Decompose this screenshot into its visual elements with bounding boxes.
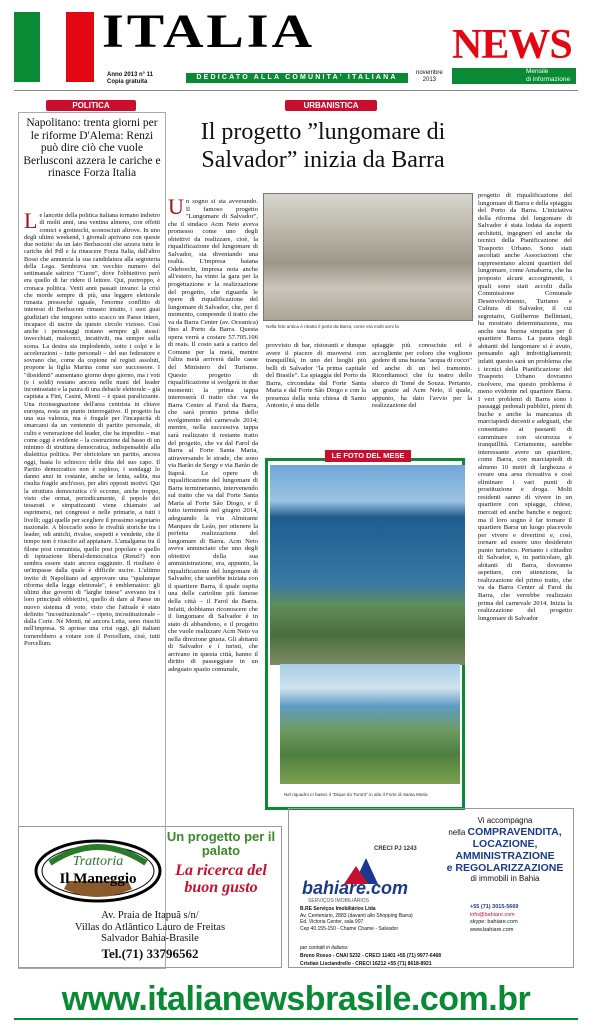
bahiare-subtitle: SERVIÇOS IMOBILIÁRIOS bbox=[308, 898, 370, 904]
footer-rule bbox=[14, 1018, 578, 1020]
dropcap: U bbox=[168, 198, 184, 219]
company-address: B.RE Serviços Imobiliários Ltda Av. Centenário, 2883 (davanti allo Shopping Barra) Ed. Victoria Center, sala 907 Cep 40.155-150 - Chame Chame - Salvador bbox=[300, 906, 413, 932]
issue-info: Anno 2013 n° 11 Copia gratuita bbox=[107, 72, 154, 85]
ad-headline: Un progetto per il palato bbox=[166, 829, 276, 858]
photo-caption: Nel riquadro in basso il "Dique do Tororó" in alto il Forte di Santa Maria bbox=[284, 792, 428, 797]
ad-tagline: La ricerca del buon gusto bbox=[175, 862, 267, 896]
italian-flag bbox=[14, 12, 94, 82]
trattoria-name: Il Maneggio bbox=[59, 871, 137, 887]
section-urbanistica: URBANISTICA bbox=[285, 100, 377, 111]
trattoria-address: Av. Praia de Itapuã s/n/ Villas do Atlântico Lauro de Freitas Salvador Bahia-Brasile bbox=[74, 910, 226, 944]
article-column-4: progetto di riqualificazione del lungomare di Barra e della spiaggia del Porto da Barra. L'iniziativa della riforma del lungomare di Salvador è stata lodata da esperti architetti, ingegneri ed anche da tecnici della Pianificazione del Trasporto Urbano. Sono stati ascoltati anche Associazioni che rappresentano alcuni quartieri del lungomare, come Amabarra, che ha proposto alcuni accorgimenti, i quali sono stati accolti dalla Commissione Comunale Desenvolvimento, Turismo e Cultura di Salvador, il cui segretario, Guilherme Bellintani, ha mostrato determinazione, ma anche una buona simpatia per il quartiere Barra. La paura degli abitanti del lungomare si è avuto, pensando agli imbottigliamenti; infatti questo sarà un problema che i tecnici della Pianificazione del Trasporto Urbano dovranno risolvere, ma questo problema è meno evidente nel quartiere Barra. I veri problemi di Barra sono i passaggi pedonali pubblici, pieni di buche e anche la mancanza di marciapiedi decenti e adeguati, che consentano ai passanti di camminare con sicurezza e tranquillità. Certamente, sarebbe interessante avere un quartiere, come Barra, con marciapiedi di almeno 10 metri di larghezza e creare una area ricreativa e così eliminare i vari punti di prostituzione e droga. Molti residenti sanno di vivere in un quartiere con spiagge, chiese, mercati ed anche banche e negozi; ma il loro sogno è far tornare il quartiere Barra un luogo piacevole per vivere e divertirsi e, così, tornare ad essere uno desiderato punto turistico. Pertanto i cittadini di Salvador, e, in particolare, gli abitanti di Barra, dovranno aspettare, con attenzione, la realizzazione del primo tratto, che va da Barra Center al Farol da Barra, che verrebbe realizzato prima del carnevale 2014. Inizia la realizzazione del progetto lungomare di Salvador bbox=[478, 192, 572, 622]
section-politica: POLITICA bbox=[46, 100, 136, 111]
bahiare-wordmark: bahiare.com bbox=[302, 878, 409, 898]
trattoria-word: Trattoria bbox=[72, 854, 124, 869]
dique-tororo-photo bbox=[280, 664, 460, 784]
masthead-news: NEWS bbox=[452, 22, 572, 68]
photo-caption: Nella foto antica è ritratto il porto da Barra, come era molti anni fa bbox=[266, 324, 399, 329]
fort-aerial-photo bbox=[270, 465, 465, 665]
left-article-body: Le lancette della politica italiana tornano indietro di molti anni, una ventina almeno, con effetti comici e grotteschi, sconosciuti altrove. In uno degli ultimi weekend, i giornali aprivano con queste due notizie: da un lato Berlusconi che azzera tutte le cariche del Pdl e fa rinascere Forza Italia, dall'altro Bossi che annuncia la sua candidatura alla segreteria della Lega. Sembrava un vecchio numero del settimanale satirico "Cuore", dove l'obbiettivo però era quello di far ridere il lettore. Qui, purtroppo, è cronaca politica. Venti anni passati invano: la crisi che morde sempre di più, una leggere elettorale rimasta pressoché uguale, l'enorme conflitto di interessi di Berlusconi rimasto intatto, i suoi guai giudiziari che tengono sotto scacco un Paese intero, incapace di uscire da questo circolo vizioso. Così anche i personaggi restano sempre gli stessi: invecchiati, malconci, incattiviti, ma sempre sulla scena. La destra sta implodendo, sotto i colpi e le accelerazioni – tutte personali – del suo federatore e sovrano che, come da copione né registi assoluti, propone la figlia Marina come suo successore. I "dissidenti" aumentano giorno dopo giorno, ma i voti (e i soldi) restano ancora nelle mani del leader incontrastato e la paura di una debacle elettorale – già capitata a Fini, Casini, Monti – è quasi paralizzante. Una riconsegnazione dell'area centrista in chiave europea, resta un punto interrogativo. Il progetto ha una sua valenza, ma è frugale per l'incapacità di smarcarsi da un ventennio di partito personale, di culto e venerazione del leader, che ha impedito – mai come oggi è evidente – la costruzione dal basso di un minimo di struttura democratica, indispensabile alla dialettica politica. Per sbriciolare un partito, ancora oggi, basta lo schiocco delle dita del suo capo. Il Partito democratico non è esploso, i sondaggi lo danno anzi in costante, anche se lenta, salita, ma risulta fragile anch'esso, per altri opposti motivi. Qui la struttura democratica c'è eccome, anche troppo, visto che ormai, periodicamente, il popolo dei tesserati e simpatizzanti viene chiamato ad esprimersi, nei congressi e nelle primarie, a tutti i livelli; oggi quelle per scegliere il prossimo segretario nazionale. A bloccarlo sono le rivalità storiche tra i leader, odi antichi, rivalse, sospetti e vendette, che il tempo non è riuscito ad appianare. L'amalgama tra il filone post comunista, quello post popolare e quello di ispirazione liberal-democratica (Renzi?) non sembra essere stato ancora raggiunto. Il risultato è un'impasse dalla quale è difficile uscire. L'ultimo invito di Napolitano ad approvare una "qualunque riforma della legge elettorale", è emblematico: gli ultimi due governi di "larghe intese" avevano tra i loro principali obbiettivi, quello di dare al Paese un nuovo sistema di voto, visto che l'attuale è stato definito "incostituzionale" – ripeto, incostituzionale – dalla Corte. Né Monti, né ancora Letta, sono riusciti nell'impresa. Si aprisse una crisi oggi, gli italiani tornerebbero a votare con il Porcellum, cioè, tutti Porcellum. bbox=[24, 212, 160, 647]
company-contacts: +55 (71) 3015-5669 info@bahiare.com skype: bahiare.com www.bahiare.com bbox=[470, 904, 519, 933]
main-headline: Il progetto ”lungomare di Salvador” inizia da Barra bbox=[200, 119, 446, 173]
article-column-3: spiaggie più conosciute ed è accogliente per coloro che vogliono godere di una buona "acqua di cocco" ed anche di un bel tramonto. Ricordiamoci che fu teatro dello sbarco di Tomé de Souza. Pertanto, un grazie ad Acm Neto, il quale, appunto, ha dato l'avvio per la realizzazione del bbox=[372, 342, 472, 410]
creci-number: CRECI PJ 1243 bbox=[374, 846, 417, 852]
website-url[interactable]: www.italianewsbrasile.com.br bbox=[61, 980, 531, 1018]
masthead-title: ITALIA bbox=[102, 5, 316, 59]
article-column-1: Un sogno si sta avverando. Il famoso progetto "Lungomare di Salvador", che il sindaco Acm Neto aveva promesso come uno degli obiettivi da realizzare, cioè, la riqualificazione del lungomare di Salvador, sta diventando una realtà. L'impresa baiana Odebrecht, impresa nota anche all'estero, ha vinto la gara per la progettazione e la realizzazione del progetto, che riguarda le opere di riqualificazione del lungomare di Salvador, che, per il momento, comprende il tratto che va da Barra Center (av. Oceanica) fino al Porto da Barra. Questa opera verrà a costare 57.705.106 di reais. Il costo sarà a carico del Comune per la metà, mentre l'altra metà arriverà dalle casse del Ministero del Turismo. Questo progetto di riqualificazione si svolgerà in due momenti: la prima tappa interesserà il tratto che va da Barra Center al Farol da Barra, che sarà pronto prima dello svolgimento del carnevale 2014; mentre, nella successiva tappa sarà realizzato il restante tratto del progetto, che va dal Farol da Barra al Forte Santa Maria, attraversando le strade, che sono via Barão de Sergy e via Barão de Itapoã. Le opere di riqualificazione del lungomare di Barra termineranno, intervenendo sul tratto che va dal Forte Santa Maria al Forte São Diogo, e il tutto terminerà nel giugno 2014, adeguando la via Almirante Marques de Leão, per ottenere la perfetta realizzazione del lungomare di Barra. Acm Neto aveva annunciato che uno degli obiettivi della sua amministrazione, era, appunto, la riqualificazione del lungomare di Salvador, che sarebbe iniziata con il quartiere Barra, il quale ospita una delle cartoline più famose della città – il Farol da Barra. Infatti, dobbiamo riconoscere che il lungomare di Salvador è in stato di abbandono, e il progetto che vuole realizzare Acm Neto va nella direzione giusta. Gli abitanti di Salvador e i turisti, che arrivano in questa città, hanno il diritto di passeggiare in un adeguato spazio comunale, bbox=[168, 198, 258, 673]
photo-of-month-label: LE FOTO DEL MESE bbox=[325, 450, 411, 462]
left-headline: Napolitano: trenta giorni per le riforme D'Alema: Renzi può dire ciò che vuole Berlusconi azzera le cariche e rinasce Forza Italia bbox=[23, 117, 161, 179]
bahiare-logo bbox=[298, 840, 438, 904]
italian-contacts: per contatti in italiano: Bruno Rosso - CNAI 5232 - CRECI 11401 +55 (71) 9977-6468 Cristian Lisciandrello - CRECI 16212 +55 (71) 8618-8921 bbox=[300, 945, 442, 967]
mensile-tag: Mensile di informazione bbox=[452, 68, 576, 84]
article-column-2: provvisto di bar, ristoranti e dunque avere il piacere di muoversi con tranquillità, in uno dei luoghi più belli di Salvador "la prima capitale del Brasile". La spiaggia del Porto da Barra, circondata dal Forte Santa Maria e dal Forte São Diogo e con la presenza della nota chiesa di Santo Antonio, è una delle bbox=[266, 342, 366, 410]
dropcap: L bbox=[24, 212, 38, 233]
masthead-divider bbox=[14, 90, 578, 91]
trattoria-logo bbox=[30, 835, 170, 905]
trattoria-phone: Tel.(71) 33796562 bbox=[101, 946, 199, 961]
services-block: Vi accompagna nella COMPRAVENDITA, LOCAZIONE, AMMINISTRAZIONE e REGOLARIZZAZIONE di immobili in Bahia bbox=[446, 816, 564, 883]
historic-port-photo bbox=[263, 193, 473, 321]
dedication-banner: DEDICATO ALLA COMUNITA' ITALIANA bbox=[186, 73, 408, 83]
issue-date: novembre 2013 bbox=[416, 70, 443, 83]
